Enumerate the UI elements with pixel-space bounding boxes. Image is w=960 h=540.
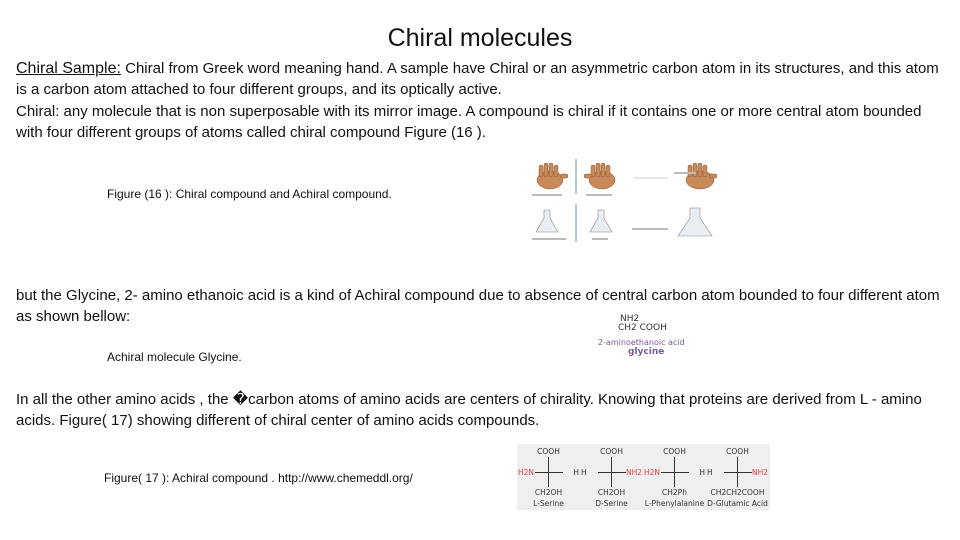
page-title: Chiral molecules <box>387 24 573 52</box>
aa-name: D-Glutamic Acid <box>707 499 768 508</box>
glycine-amine: NH2 <box>620 314 640 324</box>
aa-bottom-group: CH2CH2COOH <box>710 488 765 497</box>
flask-left-icon <box>536 210 558 232</box>
chiral-definition-text: : any molecule that is non superposable with its mirror image. A compound is chiral if it contains one or more central atom bounded with four different groups of atoms called chiral compound Figure (16 ). <box>16 103 922 141</box>
aa-right-group: H <box>699 468 705 477</box>
glycine-chain: CH2 COOH <box>618 323 667 333</box>
aa-bottom-group: CH2OH <box>597 488 626 497</box>
hand-label-left <box>532 194 562 196</box>
chiral-sample-text: Chiral from Greek word meaning hand. A sample have Chiral or an asymmetric carbon atom in its structures, and this atom is a carbon atom attached to four different groups, and its optically active. <box>16 60 939 98</box>
aa-name: D-Serine <box>595 499 628 508</box>
chiral-definition-term: Chiral <box>16 103 56 120</box>
flask-right-icon <box>590 210 612 232</box>
aa-right-group: NH2 <box>625 468 642 477</box>
flask-label-right <box>592 238 608 240</box>
aa-left-group: H <box>581 468 587 477</box>
aa-horizontal-bond <box>598 472 626 473</box>
left-hand-icon <box>537 163 568 189</box>
glycine-name: glycine <box>628 347 665 357</box>
chiral-sample-term: Chiral Sample: <box>16 60 121 77</box>
hand-label-right <box>586 194 612 196</box>
figure-17-image <box>517 444 770 510</box>
amino-acid-1 <box>580 444 643 510</box>
amino-acid-3 <box>706 444 769 510</box>
aa-top-group: COOH <box>663 447 686 456</box>
aa-name: L-Serine <box>533 499 564 508</box>
aa-right-group: H <box>573 468 579 477</box>
flask-label-left <box>532 238 566 240</box>
aa-left-group: H2N <box>644 468 661 477</box>
amino-acids-paragraph: In all the other amino acids , the �carbon atoms of amino acids are centers of chirality. Knowing that proteins are derived from L - amino acids. Figure( 17) showing different of chiral center of amino acids compounds. <box>16 391 922 429</box>
figure-16-caption: Figure (16 ): Chiral compound and Achiral compound. <box>107 187 392 201</box>
glycine-caption: Achiral molecule Glycine. <box>107 350 242 364</box>
figure-17-caption: Figure( 17 ): Achiral compound . http://www.chemeddl.org/ <box>104 471 413 485</box>
aa-left-group: H2N <box>518 468 535 477</box>
aa-left-group: H <box>707 468 713 477</box>
flask-note <box>632 228 668 230</box>
chiral-definition-paragraph <box>16 101 951 143</box>
aa-top-group: COOH <box>537 447 560 456</box>
glycine-iupac: 2-aminoethanoic acid <box>598 338 685 347</box>
aa-top-group: COOH <box>600 447 623 456</box>
aa-bottom-group: CH2OH <box>534 488 563 497</box>
figure-16-image <box>528 156 720 246</box>
aa-right-group: NH2 <box>751 468 768 477</box>
glycine-paragraph: but the Glycine, 2- amino ethanoic acid is a kind of Achiral compound due to absence of central carbon atom bounded to four different atom as shown bellow: <box>16 287 940 325</box>
right-hand-icon <box>584 163 615 189</box>
flask-superposed-icon <box>678 208 712 236</box>
chiral-sample-paragraph <box>16 58 951 100</box>
hand-note <box>674 172 696 174</box>
amino-acid-0 <box>517 444 580 510</box>
superposed-hand-icon <box>686 163 717 189</box>
aa-horizontal-bond <box>661 472 689 473</box>
amino-acid-2 <box>643 444 706 510</box>
aa-bottom-group: CH2Ph <box>662 488 687 497</box>
glycine-figure <box>598 314 708 360</box>
aa-name: L-Phenylalanine <box>644 499 705 508</box>
aa-top-group: COOH <box>726 447 749 456</box>
aa-horizontal-bond <box>724 472 752 473</box>
aa-horizontal-bond <box>535 472 563 473</box>
